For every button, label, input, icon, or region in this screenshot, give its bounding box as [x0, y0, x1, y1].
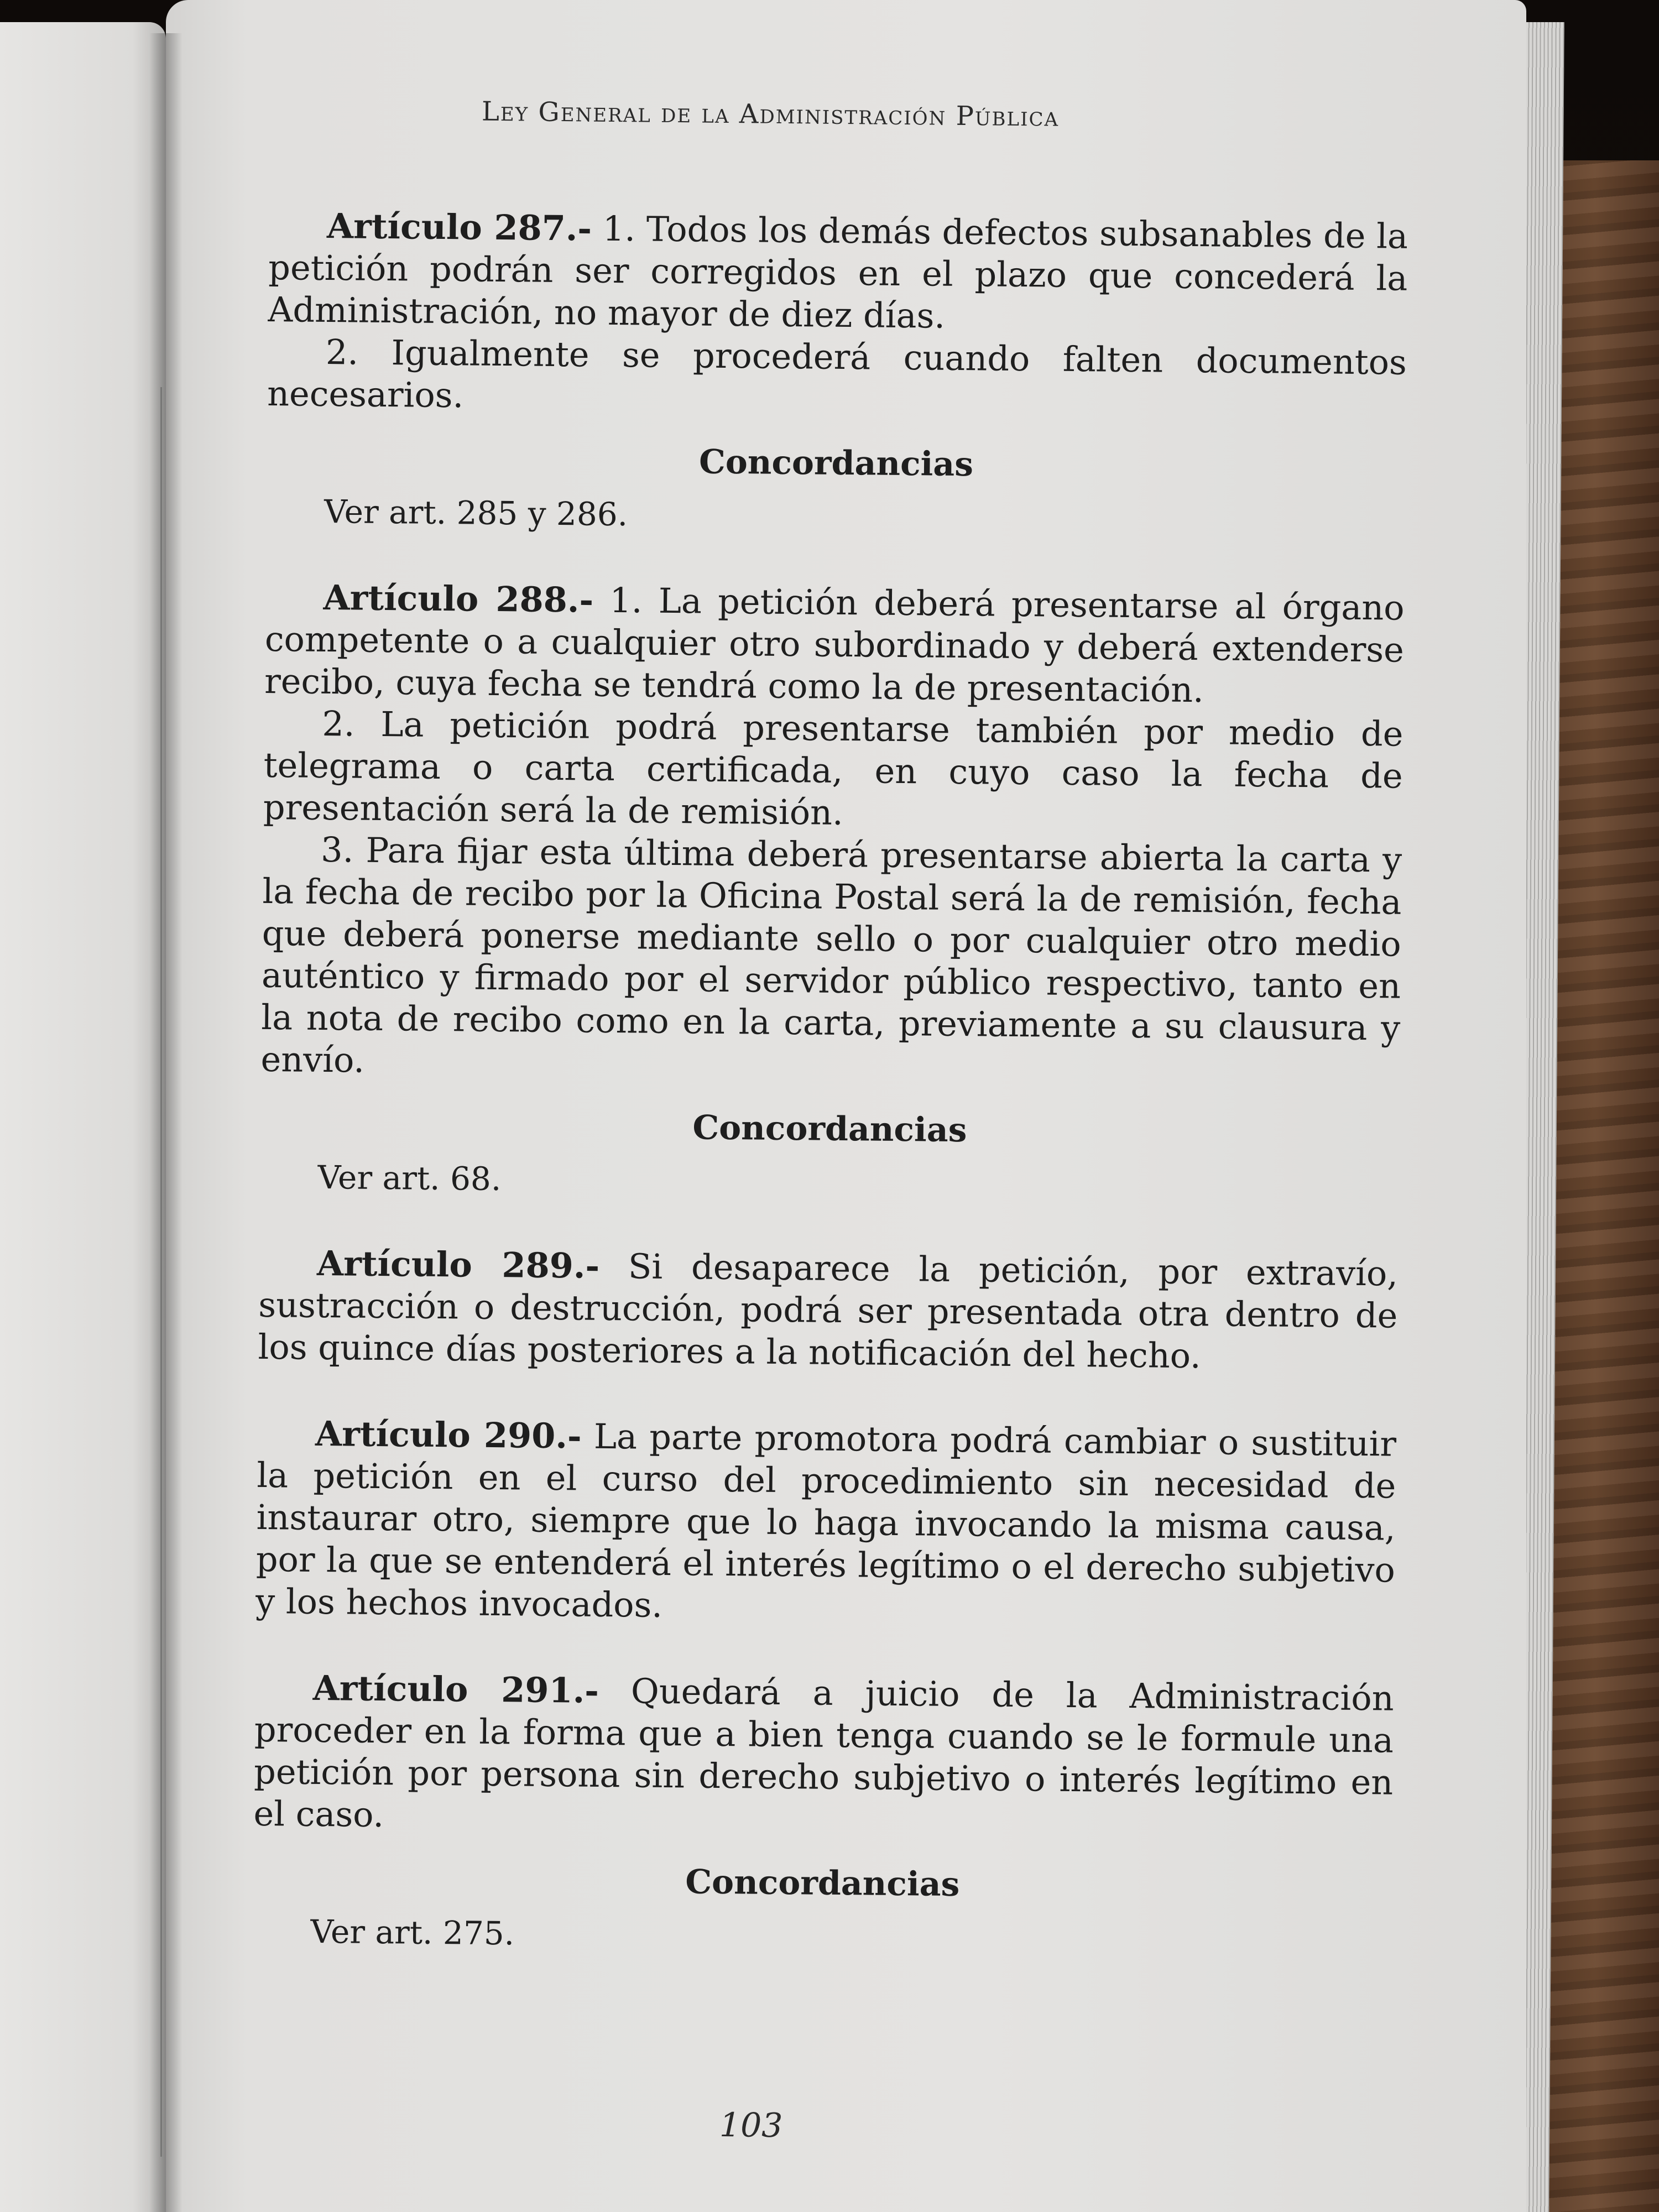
concordancias-heading: Concordancias: [698, 442, 974, 484]
article-text: Quedará a juicio de la Administración proceder en la forma que a bien tenga cuando se le formule una petición por persona sin derecho subjetivo o interés legítimo en el caso.: [253, 1670, 1394, 1835]
article-paragraph: [258, 1242, 1398, 1379]
article-paragraph: [253, 1667, 1394, 1846]
page-number: 103: [719, 2105, 783, 2146]
concordancias-reference: Ver art. 275.: [310, 1912, 515, 1953]
article-text: 1. Todos los demás defectos subsanables de la petición podrán ser corregidos en el plazo que concederá la Administración, no mayor de diez días.: [268, 208, 1408, 336]
article-paragraph: [268, 205, 1408, 342]
book-gutter-shadow: [149, 33, 182, 2212]
article-289: [258, 1242, 1398, 1379]
article-paragraph: 2. Igualmente se procederá cuando falten documentos necesarios.: [267, 331, 1407, 416]
left-page: [0, 22, 166, 2212]
page-body: [252, 205, 1408, 1963]
concordancias-heading: Concordancias: [692, 1108, 967, 1150]
article-paragraph: [255, 1412, 1397, 1634]
concordancias-reference: Ver art. 68.: [317, 1158, 502, 1198]
article-paragraph: 2. La petición podrá presentarse también por medio de telegrama o carta certificada, en cuyo caso la fecha de presentación será la de remisión.: [263, 703, 1404, 833]
article-paragraph: [264, 576, 1405, 713]
article-paragraph: 3. Para fijar esta última deberá presentarse abierta la carta y la fecha de recibo por la Oficina Postal será la de remisión, fecha que deberá ponerse mediante sello o por cualquier otro medio auténtico y firmado por el servidor público respectivo, tanto en la nota de recibo como en la carta, previamente a su clausura y envío.: [260, 829, 1402, 1081]
article-291: [252, 1667, 1394, 1963]
article-text: La parte promotora podrá cambiar o sustituir la petición en el curso del procedimiento sin necesidad de instaurar otro, siempre que lo haga invocando la misma causa, por la que se entenderá el interés legítimo o el derecho subjetivo y los hechos invocados.: [255, 1416, 1397, 1625]
page-content: [253, 0, 1410, 2146]
article-290: [255, 1412, 1397, 1634]
article-287: [266, 205, 1408, 543]
article-label: Artículo 289.-: [316, 1243, 600, 1286]
margin-crease: [160, 387, 162, 2157]
article-text: 1. La petición deberá presentarse al órgano competente o a cualquier otro subordinado y deberá extenderse recibo, cuya fecha se tendrá como la de presentación.: [264, 580, 1405, 711]
article-label: Artículo 290.-: [315, 1413, 582, 1457]
article-label: Artículo 291.-: [312, 1667, 599, 1711]
running-head: Ley General de la Administración Pública: [481, 96, 1060, 133]
article-text: Si desaparece la petición, por extravío, sustracción o destrucción, podrá ser presentada otra dentro de los quince días posteriores a la notificación del hecho.: [258, 1245, 1399, 1376]
article-label: Artículo 288.-: [323, 577, 594, 620]
concordancias-reference: Ver art. 285 y 286.: [324, 492, 628, 534]
article-label: Artículo 287.-: [326, 205, 592, 249]
article-288: [259, 576, 1405, 1209]
concordancias-heading: Concordancias: [685, 1863, 960, 1905]
right-page: [166, 0, 1526, 2212]
